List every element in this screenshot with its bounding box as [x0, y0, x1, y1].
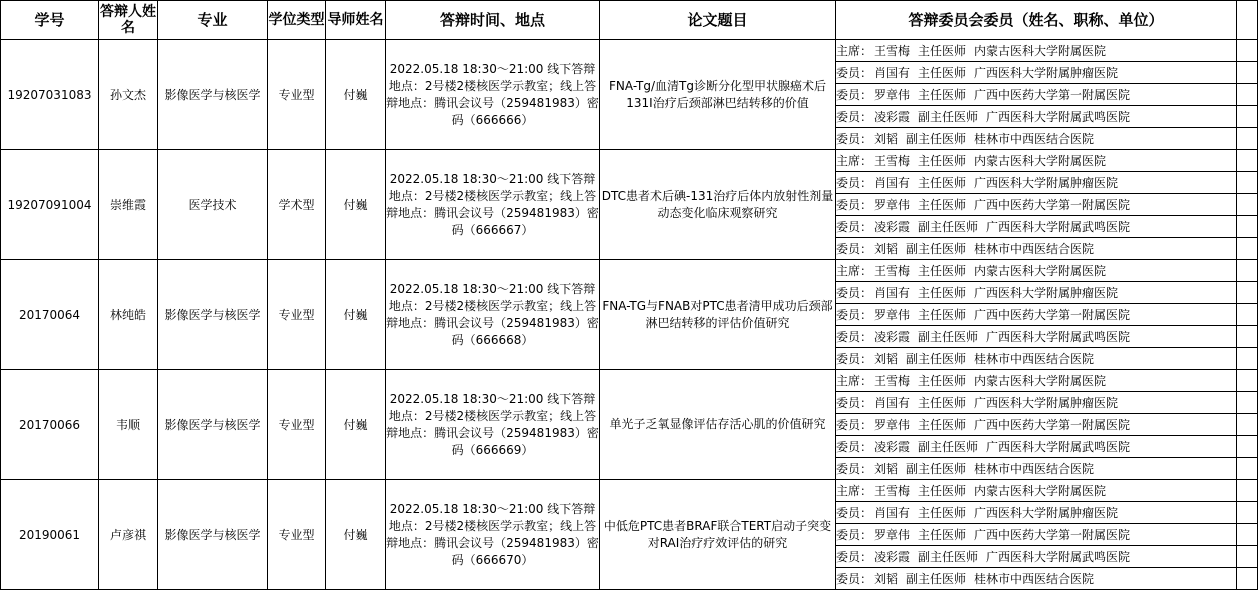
- cell-committee-member[interactable]: [836, 106, 1237, 128]
- member-unit: 广西医科大学附属武鸣医院: [986, 440, 1131, 454]
- edge-cell[interactable]: [1237, 326, 1258, 348]
- header-row: [1, 1, 1258, 40]
- cell-committee-member[interactable]: [836, 62, 1237, 84]
- member-title: 副主任医师: [906, 352, 967, 366]
- member-role: 主席：: [836, 44, 873, 58]
- cell-student-name[interactable]: 卢彦祺: [99, 480, 158, 590]
- cell-major[interactable]: 影像医学与核医学: [158, 370, 268, 480]
- edge-cell[interactable]: [1237, 502, 1258, 524]
- cell-committee-member[interactable]: [836, 194, 1237, 216]
- cell-major[interactable]: 影像医学与核医学: [158, 480, 268, 590]
- cell-committee-member[interactable]: [836, 260, 1237, 282]
- member-title: 主任医师: [918, 154, 967, 168]
- cell-committee-member[interactable]: [836, 348, 1237, 370]
- member-name: 肖国有: [874, 286, 911, 300]
- cell-student-id[interactable]: 20170064: [1, 260, 99, 370]
- cell-committee-member[interactable]: [836, 238, 1237, 260]
- member-name: 刘韬: [874, 132, 899, 146]
- member-unit: 广西中医药大学第一附属医院: [974, 88, 1131, 102]
- member-title: 主任医师: [918, 528, 967, 542]
- member-name: 凌彩霞: [874, 550, 911, 564]
- cell-advisor[interactable]: 付巍: [326, 150, 386, 260]
- edge-cell[interactable]: [1237, 458, 1258, 480]
- member-name: 刘韬: [874, 572, 899, 586]
- member-role: 委员：: [836, 396, 873, 410]
- member-unit: 内蒙古医科大学附属医院: [974, 44, 1107, 58]
- edge-cell[interactable]: [1237, 546, 1258, 568]
- member-title: 主任医师: [918, 88, 967, 102]
- header-advisor[interactable]: 导师姓名: [326, 1, 386, 40]
- cell-time-place[interactable]: 2022.05.18 18:30～21:00 线下答辩地点：2号楼2楼核医学示教室；线上答辩地点：腾讯会议号（259481983）密码（666667）: [386, 150, 600, 260]
- edge-cell[interactable]: [1237, 128, 1258, 150]
- member-title: 主任医师: [918, 66, 967, 80]
- member-title: 副主任医师: [906, 572, 967, 586]
- member-title: 主任医师: [918, 264, 967, 278]
- cell-degree-type[interactable]: 专业型: [268, 260, 326, 370]
- member-title: 主任医师: [918, 484, 967, 498]
- cell-committee-member[interactable]: [836, 84, 1237, 106]
- member-unit: 桂林市中西医结合医院: [974, 132, 1095, 146]
- member-unit: 广西医科大学附属肿瘤医院: [974, 66, 1119, 80]
- member-unit: 内蒙古医科大学附属医院: [974, 484, 1107, 498]
- cell-committee-member[interactable]: [836, 150, 1237, 172]
- member-name: 肖国有: [874, 396, 911, 410]
- table-row: [1, 370, 1258, 392]
- member-title: 主任医师: [918, 506, 967, 520]
- member-unit: 内蒙古医科大学附属医院: [974, 374, 1107, 388]
- cell-committee-member[interactable]: [836, 326, 1237, 348]
- edge-cell[interactable]: [1237, 238, 1258, 260]
- cell-thesis-title[interactable]: DTC患者术后碘-131治疗后体内放射性剂量动态变化临床观察研究: [600, 150, 836, 260]
- member-name: 刘韬: [874, 462, 899, 476]
- cell-time-place[interactable]: 2022.05.18 18:30～21:00 线下答辩地点：2号楼2楼核医学示教室；线上答辩地点：腾讯会议号（259481983）密码（666668）: [386, 260, 600, 370]
- edge-cell[interactable]: [1237, 150, 1258, 172]
- table-row: [1, 150, 1258, 172]
- member-name: 凌彩霞: [874, 220, 911, 234]
- edge-cell[interactable]: [1237, 194, 1258, 216]
- member-name: 罗章伟: [874, 88, 911, 102]
- member-name: 罗章伟: [874, 198, 911, 212]
- member-unit: 桂林市中西医结合医院: [974, 242, 1095, 256]
- member-unit: 广西中医药大学第一附属医院: [974, 528, 1131, 542]
- member-name: 罗章伟: [874, 528, 911, 542]
- member-title: 主任医师: [918, 286, 967, 300]
- edge-cell[interactable]: [1237, 84, 1258, 106]
- member-title: 主任医师: [918, 374, 967, 388]
- cell-committee-member[interactable]: [836, 40, 1237, 62]
- edge-cell[interactable]: [1237, 62, 1258, 84]
- header-degree-type[interactable]: 学位类型: [268, 1, 326, 40]
- cell-student-id[interactable]: 19207091004: [1, 150, 99, 260]
- cell-student-name[interactable]: 林纯皓: [99, 260, 158, 370]
- member-name: 王雪梅: [874, 44, 911, 58]
- member-role: 委员：: [836, 110, 873, 124]
- member-role: 委员：: [836, 242, 873, 256]
- member-name: 罗章伟: [874, 418, 911, 432]
- member-name: 王雪梅: [874, 484, 911, 498]
- edge-cell[interactable]: [1237, 40, 1258, 62]
- cell-committee-member[interactable]: [836, 282, 1237, 304]
- cell-committee-member[interactable]: [836, 392, 1237, 414]
- member-role: 委员：: [836, 330, 873, 344]
- edge-cell[interactable]: [1237, 172, 1258, 194]
- member-name: 凌彩霞: [874, 330, 911, 344]
- member-title: 副主任医师: [906, 242, 967, 256]
- member-unit: 桂林市中西医结合医院: [974, 352, 1095, 366]
- cell-thesis-title[interactable]: FNA-TG与FNAB对PTC患者清甲成功后颈部淋巴结转移的评估价值研究: [600, 260, 836, 370]
- member-role: 主席：: [836, 154, 873, 168]
- cell-committee-member[interactable]: [836, 172, 1237, 194]
- header-edge-cell[interactable]: [1237, 1, 1258, 40]
- member-role: 委员：: [836, 352, 873, 366]
- cell-thesis-title[interactable]: FNA-Tg/血清Tg诊断分化型甲状腺癌术后131I治疗后颈部淋巴结转移的价值: [600, 40, 836, 150]
- cell-student-id[interactable]: 20170066: [1, 370, 99, 480]
- cell-committee-member[interactable]: [836, 216, 1237, 238]
- member-role: 委员：: [836, 132, 873, 146]
- member-role: 委员：: [836, 506, 873, 520]
- member-role: 主席：: [836, 484, 873, 498]
- cell-committee-member[interactable]: [836, 436, 1237, 458]
- member-title: 副主任医师: [906, 132, 967, 146]
- edge-cell[interactable]: [1237, 568, 1258, 590]
- member-title: 副主任医师: [918, 330, 979, 344]
- member-unit: 内蒙古医科大学附属医院: [974, 154, 1107, 168]
- cell-committee-member[interactable]: [836, 524, 1237, 546]
- member-title: 副主任医师: [918, 220, 979, 234]
- member-name: 凌彩霞: [874, 440, 911, 454]
- cell-advisor[interactable]: 付巍: [326, 370, 386, 480]
- cell-committee-member[interactable]: [836, 414, 1237, 436]
- member-role: 委员：: [836, 88, 873, 102]
- cell-committee-member[interactable]: [836, 304, 1237, 326]
- cell-advisor[interactable]: 付巍: [326, 40, 386, 150]
- member-unit: 广西中医药大学第一附属医院: [974, 308, 1131, 322]
- member-name: 罗章伟: [874, 308, 911, 322]
- member-unit: 广西医科大学附属肿瘤医院: [974, 506, 1119, 520]
- edge-cell[interactable]: [1237, 392, 1258, 414]
- cell-degree-type[interactable]: 学术型: [268, 150, 326, 260]
- member-unit: 广西医科大学附属武鸣医院: [986, 220, 1131, 234]
- member-title: 主任医师: [918, 396, 967, 410]
- member-unit: 广西医科大学附属肿瘤医院: [974, 286, 1119, 300]
- member-name: 刘韬: [874, 242, 899, 256]
- edge-cell[interactable]: [1237, 524, 1258, 546]
- table-row: [1, 260, 1258, 282]
- header-major[interactable]: 专业: [158, 1, 268, 40]
- member-unit: 广西中医药大学第一附属医院: [974, 418, 1131, 432]
- member-name: 凌彩霞: [874, 110, 911, 124]
- member-title: 主任医师: [918, 418, 967, 432]
- cell-student-name[interactable]: 崇维霞: [99, 150, 158, 260]
- header-name[interactable]: 答辩人姓名: [99, 1, 158, 40]
- member-name: 王雪梅: [874, 154, 911, 168]
- member-unit: 广西医科大学附属武鸣医院: [986, 330, 1131, 344]
- cell-committee-member[interactable]: [836, 502, 1237, 524]
- member-unit: 广西医科大学附属武鸣医院: [986, 550, 1131, 564]
- cell-advisor[interactable]: 付巍: [326, 480, 386, 590]
- cell-degree-type[interactable]: 专业型: [268, 480, 326, 590]
- member-role: 委员：: [836, 418, 873, 432]
- header-student-id[interactable]: 学号: [1, 1, 99, 40]
- member-title: 副主任医师: [906, 462, 967, 476]
- cell-student-name[interactable]: 韦顺: [99, 370, 158, 480]
- member-name: 刘韬: [874, 352, 899, 366]
- edge-cell[interactable]: [1237, 480, 1258, 502]
- member-role: 委员：: [836, 66, 873, 80]
- cell-major[interactable]: 影像医学与核医学: [158, 40, 268, 150]
- header-thesis[interactable]: 论文题目: [600, 1, 836, 40]
- member-role: 委员：: [836, 440, 873, 454]
- member-title: 主任医师: [918, 198, 967, 212]
- member-role: 委员：: [836, 550, 873, 564]
- cell-major[interactable]: 影像医学与核医学: [158, 260, 268, 370]
- cell-committee-member[interactable]: [836, 568, 1237, 590]
- member-title: 副主任医师: [918, 110, 979, 124]
- table-row: [1, 40, 1258, 62]
- cell-degree-type[interactable]: 专业型: [268, 370, 326, 480]
- member-title: 副主任医师: [918, 550, 979, 564]
- member-title: 主任医师: [918, 44, 967, 58]
- header-committee[interactable]: 答辩委员会委员（姓名、职称、单位）: [836, 1, 1237, 40]
- edge-cell[interactable]: [1237, 436, 1258, 458]
- member-name: 王雪梅: [874, 264, 911, 278]
- cell-committee-member[interactable]: [836, 546, 1237, 568]
- edge-cell[interactable]: [1237, 370, 1258, 392]
- cell-student-id[interactable]: 19207031083: [1, 40, 99, 150]
- member-name: 肖国有: [874, 176, 911, 190]
- cell-time-place[interactable]: 2022.05.18 18:30～21:00 线下答辩地点：2号楼2楼核医学示教室；线上答辩地点：腾讯会议号（259481983）密码（666669）: [386, 370, 600, 480]
- edge-cell[interactable]: [1237, 282, 1258, 304]
- cell-committee-member[interactable]: [836, 128, 1237, 150]
- member-title: 主任医师: [918, 308, 967, 322]
- cell-thesis-title[interactable]: 中低危PTC患者BRAF联合TERT启动子突变对RAI治疗疗效评估的研究: [600, 480, 836, 590]
- member-title: 主任医师: [918, 176, 967, 190]
- table-body: [1, 40, 1258, 590]
- member-role: 委员：: [836, 462, 873, 476]
- member-name: 肖国有: [874, 66, 911, 80]
- member-role: 委员：: [836, 286, 873, 300]
- edge-cell[interactable]: [1237, 414, 1258, 436]
- cell-committee-member[interactable]: [836, 480, 1237, 502]
- member-name: 王雪梅: [874, 374, 911, 388]
- header-time-place[interactable]: 答辩时间、地点: [386, 1, 600, 40]
- cell-student-id[interactable]: 20190061: [1, 480, 99, 590]
- cell-time-place[interactable]: 2022.05.18 18:30～21:00 线下答辩地点：2号楼2楼核医学示教室；线上答辩地点：腾讯会议号（259481983）密码（666666）: [386, 40, 600, 150]
- cell-time-place[interactable]: 2022.05.18 18:30～21:00 线下答辩地点：2号楼2楼核医学示教室；线上答辩地点：腾讯会议号（259481983）密码（666670）: [386, 480, 600, 590]
- cell-advisor[interactable]: 付巍: [326, 260, 386, 370]
- cell-committee-member[interactable]: [836, 370, 1237, 392]
- cell-student-name[interactable]: 孙文杰: [99, 40, 158, 150]
- member-role: 主席：: [836, 374, 873, 388]
- member-name: 肖国有: [874, 506, 911, 520]
- member-unit: 广西医科大学附属武鸣医院: [986, 110, 1131, 124]
- member-role: 委员：: [836, 572, 873, 586]
- member-unit: 广西中医药大学第一附属医院: [974, 198, 1131, 212]
- member-role: 委员：: [836, 198, 873, 212]
- member-unit: 桂林市中西医结合医院: [974, 572, 1095, 586]
- table-row: [1, 480, 1258, 502]
- cell-major[interactable]: 医学技术: [158, 150, 268, 260]
- edge-cell[interactable]: [1237, 260, 1258, 282]
- member-unit: 桂林市中西医结合医院: [974, 462, 1095, 476]
- member-role: 委员：: [836, 220, 873, 234]
- member-role: 委员：: [836, 528, 873, 542]
- cell-thesis-title[interactable]: 单光子乏氧显像评估存活心肌的价值研究: [600, 370, 836, 480]
- member-unit: 广西医科大学附属肿瘤医院: [974, 396, 1119, 410]
- member-unit: 广西医科大学附属肿瘤医院: [974, 176, 1119, 190]
- edge-cell[interactable]: [1237, 106, 1258, 128]
- member-role: 主席：: [836, 264, 873, 278]
- member-unit: 内蒙古医科大学附属医院: [974, 264, 1107, 278]
- member-title: 副主任医师: [918, 440, 979, 454]
- edge-cell[interactable]: [1237, 348, 1258, 370]
- member-role: 委员：: [836, 176, 873, 190]
- edge-cell[interactable]: [1237, 304, 1258, 326]
- cell-degree-type[interactable]: 专业型: [268, 40, 326, 150]
- edge-cell[interactable]: [1237, 216, 1258, 238]
- member-role: 委员：: [836, 308, 873, 322]
- cell-committee-member[interactable]: [836, 458, 1237, 480]
